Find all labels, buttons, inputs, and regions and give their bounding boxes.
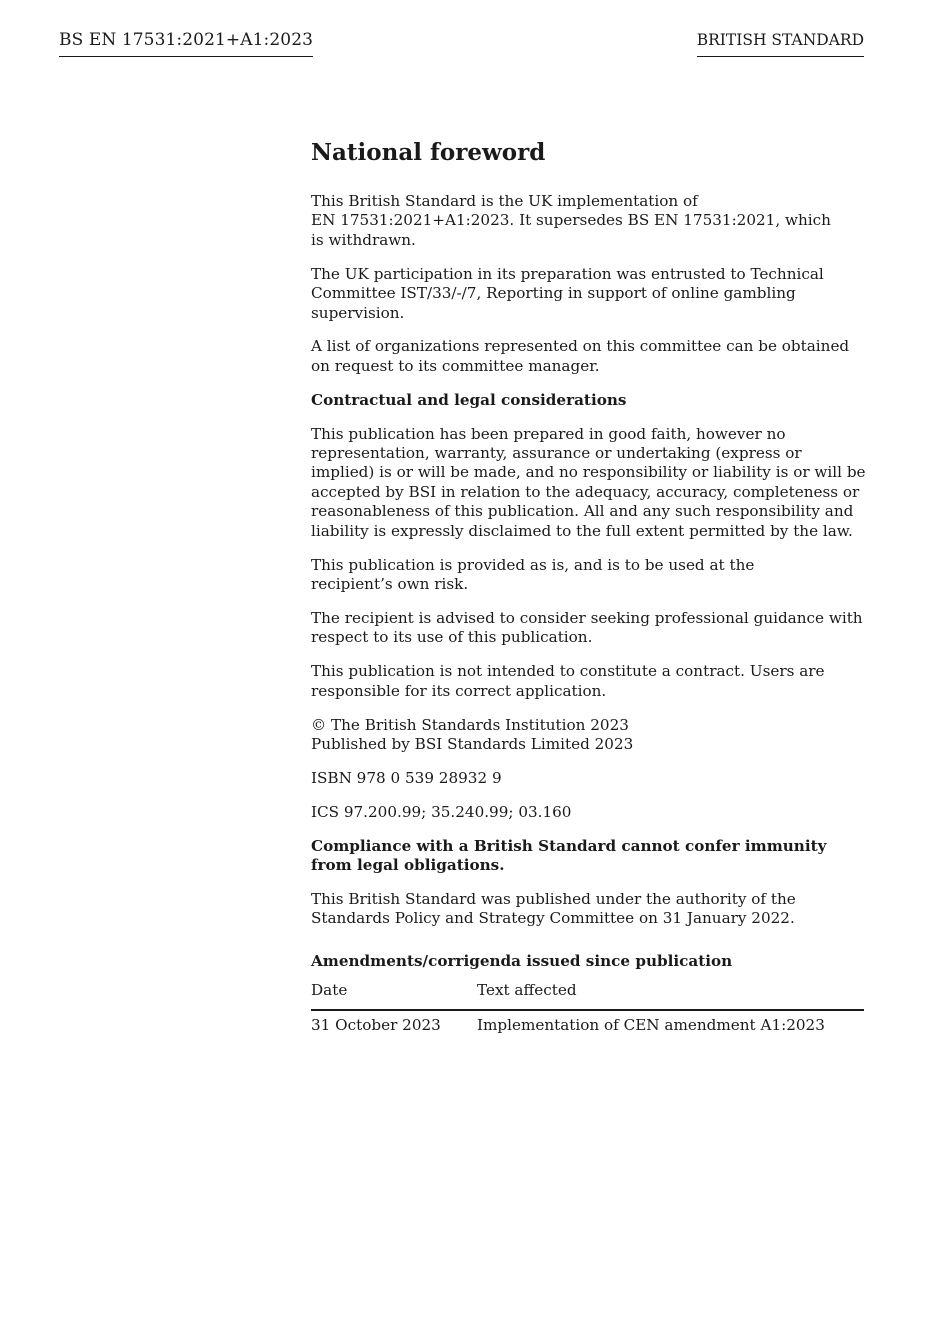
amendments-table bbox=[311, 979, 864, 1035]
document-category: BRITISH STANDARD bbox=[697, 31, 864, 57]
ics-codes: ICS 97.200.99; 35.240.99; 03.160 bbox=[311, 802, 572, 821]
own-risk-paragraph bbox=[311, 556, 867, 595]
publisher-line: Published by BSI Standards Limited 2023 bbox=[311, 734, 634, 753]
amendments-title: Amendments/corrigenda issued since publication bbox=[311, 951, 733, 970]
amendment-text: Implementation of CEN amendment A1:2023 bbox=[477, 1016, 825, 1035]
committee-paragraph: The UK participation in its preparation was entrusted to Technical Committee IST/33/-/7, Reporting in support of online gambling supervision. bbox=[311, 264, 824, 322]
amendments-header-row bbox=[311, 979, 864, 1010]
compliance-statement: Compliance with a British Standard cannot confer immunity from legal obligations. bbox=[311, 836, 827, 875]
own-risk-line-1: This publication is provided as is, and is to be used at the bbox=[311, 555, 755, 574]
contract-paragraph: This publication is not intended to constitute a contract. Users are responsible for its correct application. bbox=[311, 662, 825, 700]
foreword-body bbox=[311, 138, 867, 1035]
page-title: National foreword bbox=[311, 139, 546, 166]
good-faith-paragraph: This publication has been prepared in good faith, however no representation, warranty, assurance or undertaking (express or implied) is or will be made, and no responsibility or liability is or will be accepted by BSI in relation to the adequacy, accuracy, completeness or reasonableness of this publication. All and any such responsibility and liability is expressly disclaimed to the full extent permitted by the law. bbox=[311, 424, 866, 540]
implementation-line-3: is withdrawn. bbox=[311, 230, 416, 249]
own-risk-line-2: recipient’s own risk. bbox=[311, 575, 469, 593]
text-affected-column-header: Text affected bbox=[477, 979, 864, 1010]
implementation-paragraph bbox=[311, 192, 867, 250]
copyright-notice bbox=[311, 716, 867, 755]
amendment-date: 31 October 2023 bbox=[311, 1016, 441, 1035]
copyright-line: © The British Standards Institution 2023 bbox=[311, 715, 629, 734]
contractual-heading: Contractual and legal considerations bbox=[311, 390, 627, 409]
date-column-header: Date bbox=[311, 979, 477, 1010]
authority-paragraph: This British Standard was published under the authority of the Standards Policy and Strategy Committee on 31 January 2022. bbox=[311, 889, 796, 928]
isbn: ISBN 978 0 539 28932 9 bbox=[311, 768, 502, 787]
table-row bbox=[311, 1010, 864, 1035]
implementation-line-1: This British Standard is the UK implementation of bbox=[311, 192, 698, 210]
implementation-line-2: EN 17531:2021+A1:2023. It supersedes BS EN 17531:2021, which bbox=[311, 211, 831, 230]
organizations-paragraph: A list of organizations represented on this committee can be obtained on request to its committee manager. bbox=[311, 337, 850, 375]
document-id: BS EN 17531:2021+A1:2023 bbox=[59, 30, 313, 57]
guidance-paragraph: The recipient is advised to consider seeking professional guidance with respect to its use of this publication. bbox=[311, 608, 863, 647]
